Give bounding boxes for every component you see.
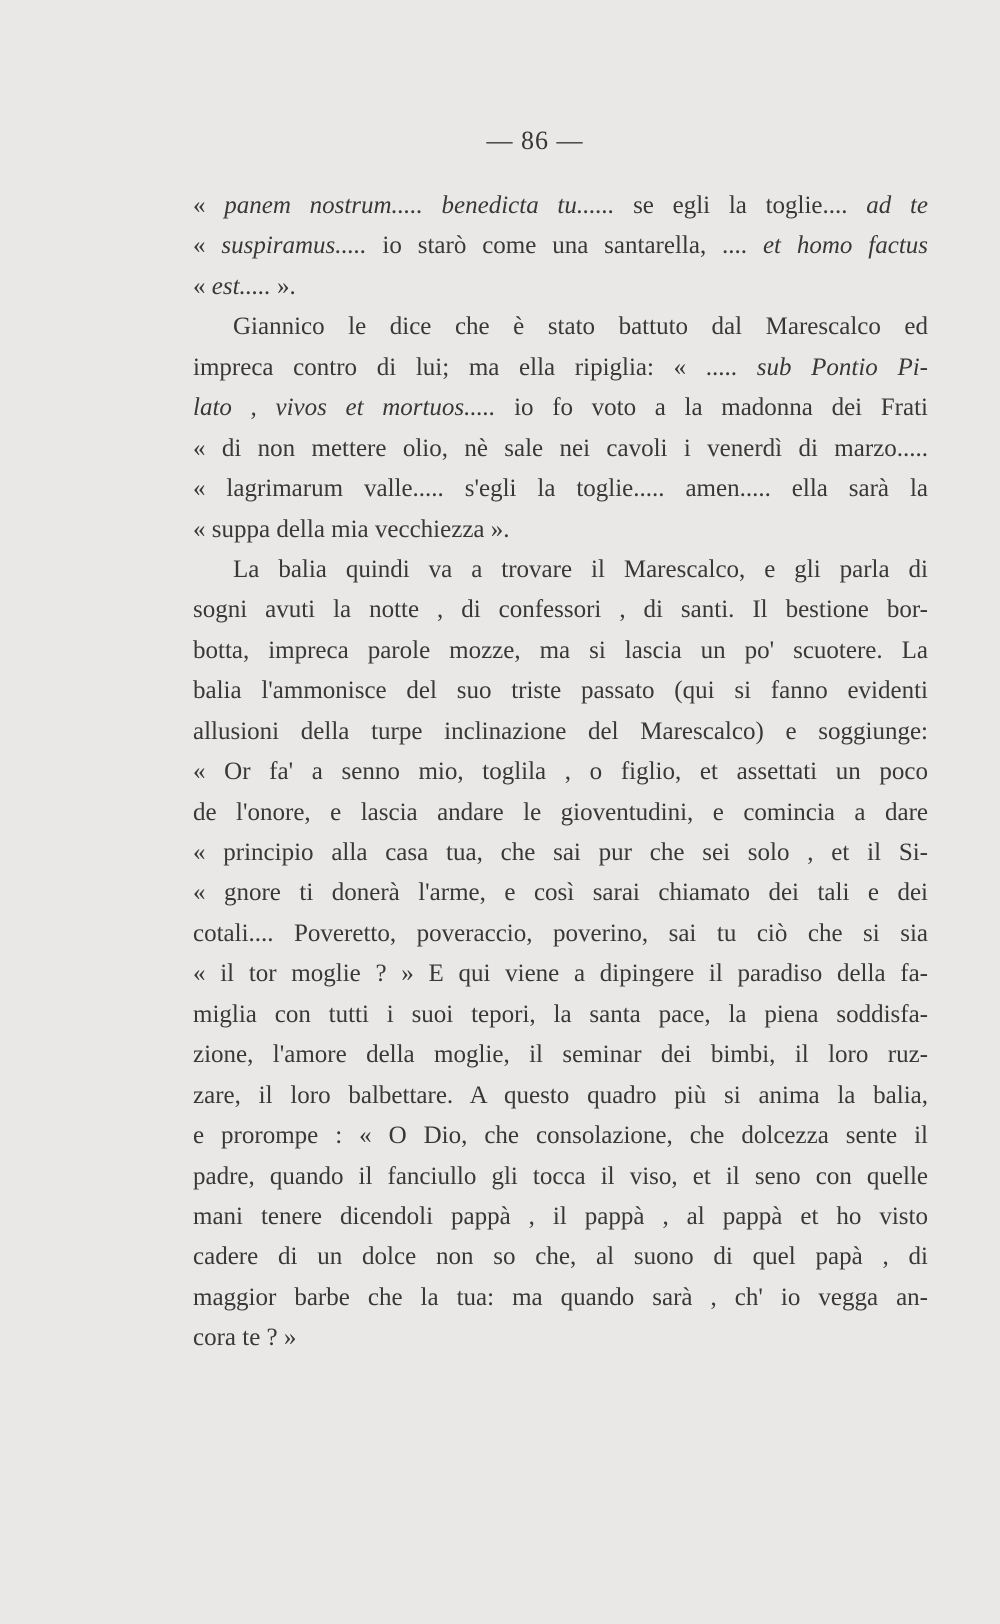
text-line (193, 348, 928, 388)
text-line (193, 307, 928, 347)
text-line (193, 752, 928, 792)
text-line (193, 510, 928, 550)
text-segment: « il tor moglie ? » E qui viene a dipingere il paradiso della fa- (193, 960, 928, 988)
text-line (193, 1035, 928, 1075)
text-segment: lato , vivos et mortuos..... (193, 394, 496, 422)
text-line (193, 995, 928, 1035)
text-line (193, 793, 928, 833)
text-segment: sub Pontio Pi- (756, 353, 928, 381)
text-segment: et homo factus (762, 232, 928, 260)
text-segment: suspiramus..... (221, 232, 367, 260)
text-line (193, 388, 928, 428)
text-segment: « (193, 192, 225, 219)
text-line (193, 1237, 928, 1277)
text-segment: maggior barbe che la tua: ma quando sarà , ch' io vegga an- (193, 1283, 928, 1311)
text-segment: balia l'ammonisce del suo triste passato (qui si fanno evidenti (193, 677, 928, 705)
text-segment: « (193, 272, 212, 300)
text-line (193, 590, 928, 630)
text-segment: miglia con tutti i suoi tepori, la santa pace, la piena soddisfa- (193, 1000, 928, 1028)
text-segment: « Or fa' a senno mio, toglila , o figlio, et assettati un poco (193, 758, 928, 786)
text-segment: est..... (211, 272, 271, 300)
text-line (193, 631, 928, 671)
text-segment: « di non mettere olio, nè sale nei cavoli i venerdì di marzo..... (193, 434, 928, 462)
text-segment: cora te ? » (193, 1324, 297, 1352)
text-line (193, 226, 928, 266)
text-segment: ad te (866, 192, 928, 219)
text-segment: io starò come una santarella, .... (366, 232, 763, 260)
text-segment: ». (270, 272, 296, 300)
text-line (193, 267, 928, 307)
text-line (193, 914, 928, 954)
text-line (193, 1076, 928, 1116)
text-segment: zione, l'amore della moglie, il seminar dei bimbi, il loro ruz- (193, 1041, 928, 1069)
text-segment: cotali.... Poveretto, poveraccio, poverino, sai tu ciò che si sia (193, 919, 928, 947)
text-line (193, 712, 928, 752)
text-segment: « (193, 232, 222, 260)
text-line (193, 671, 928, 711)
text-segment: « suppa della mia vecchiezza ». (193, 515, 510, 543)
text-segment: io fo voto a la madonna dei Frati (495, 394, 928, 422)
text-segment: « lagrimarum valle..... s'egli la toglie..... amen..... ella sarà la (193, 475, 928, 503)
text-segment: se egli la toglie.... (614, 192, 867, 219)
text-segment: allusioni della turpe inclinazione del Marescalco) e soggiunge: (193, 717, 928, 745)
text-line (193, 1116, 928, 1156)
text-segment: sogni avuti la notte , di confessori , di santi. Il bestione bor- (193, 596, 928, 624)
text-segment: « principio alla casa tua, che sai pur che sei solo , et il Si- (193, 839, 928, 866)
text-line (193, 1197, 928, 1237)
text-line (193, 1157, 928, 1197)
text-segment: zare, il loro balbettare. A questo quadro più si anima la balia, (193, 1081, 928, 1109)
text-line (193, 550, 928, 590)
text-segment: Giannico le dice che è stato battuto dal Marescalco ed (233, 313, 928, 341)
text-segment: La balia quindi va a trovare il Marescalco, e gli parla di (233, 555, 928, 583)
text-line (193, 1318, 928, 1358)
text-segment: panem nostrum..... benedicta tu...... (224, 192, 615, 219)
text-line (193, 429, 928, 469)
text-line (193, 873, 928, 913)
text-segment: mani tenere dicendoli pappà , il pappà , al pappà et ho visto (193, 1202, 928, 1230)
text-line (193, 954, 928, 994)
text-segment: padre, quando il fanciullo gli tocca il viso, et il seno con quelle (193, 1162, 928, 1190)
text-segment: impreca contro di lui; ma ella ripiglia: « ..... (193, 353, 757, 381)
text-segment: cadere di un dolce non so che, al suono di quel papà , di (193, 1243, 928, 1271)
text-line (193, 186, 928, 226)
body-text (193, 186, 928, 1359)
page-number: — 86 — (486, 126, 584, 155)
text-segment: botta, impreca parole mozze, ma si lascia un po' scuotere. La (193, 636, 928, 664)
text-line (193, 833, 928, 873)
text-segment: de l'onore, e lascia andare le gioventudini, e comincia a dare (193, 798, 928, 826)
text-segment: « gnore ti donerà l'arme, e così sarai chiamato dei tali e dei (193, 879, 928, 907)
text-segment: e prorompe : « O Dio, che consolazione, che dolcezza sente il (193, 1122, 928, 1150)
text-line (193, 1278, 928, 1318)
text-line (193, 469, 928, 509)
